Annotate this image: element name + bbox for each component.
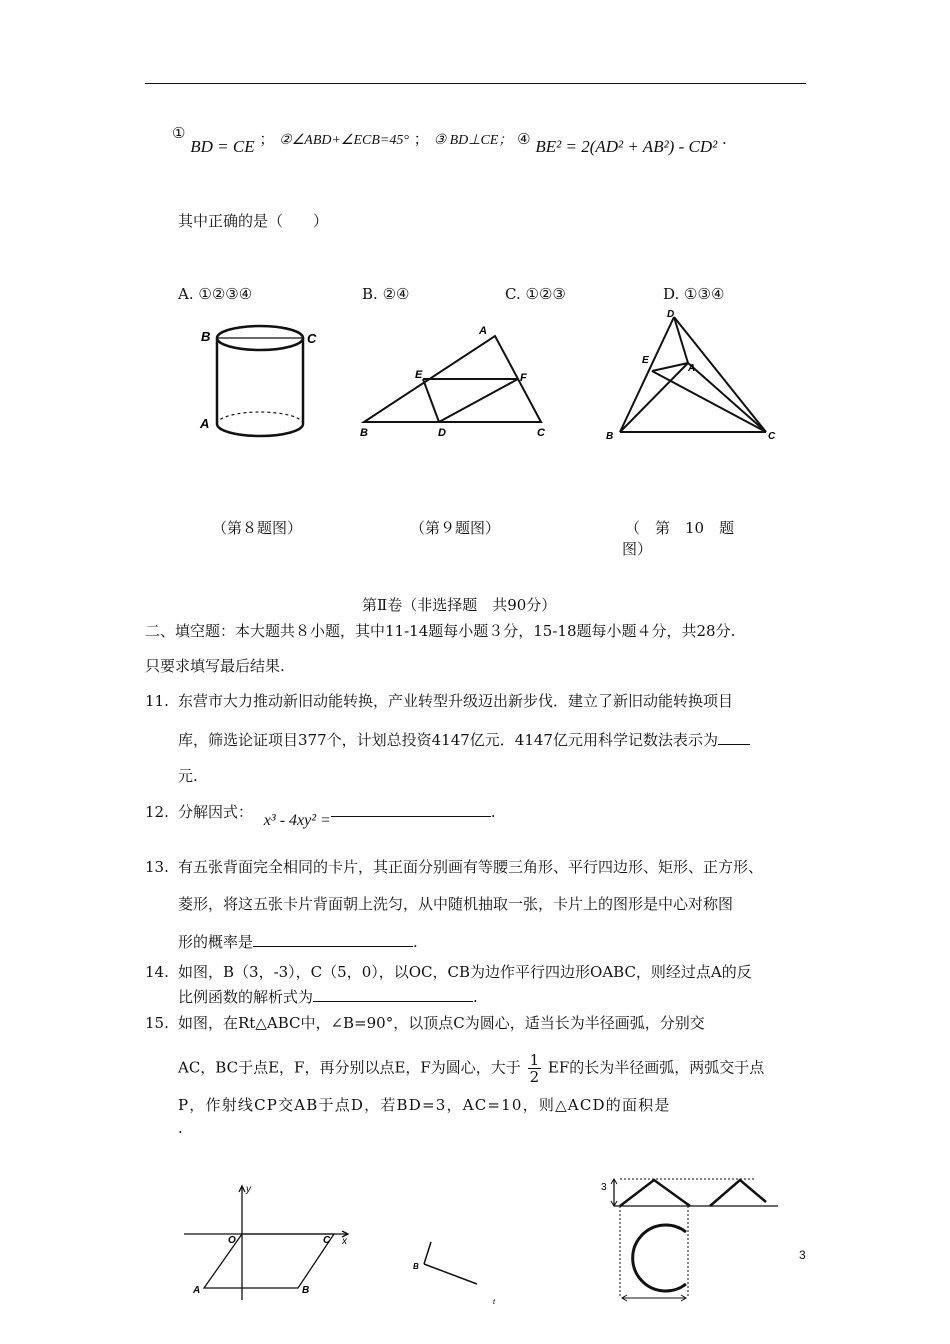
- header-rule: [145, 83, 806, 84]
- q13-line3-text: 形的概率是: [178, 933, 254, 951]
- fig9-label-c: C: [537, 427, 545, 439]
- q13-line3: [178, 931, 418, 953]
- stmt-end: .: [722, 130, 727, 148]
- q15-frac-den: 2: [529, 1068, 540, 1086]
- q13-num: 13.: [145, 858, 169, 876]
- fig9-label-b: B: [360, 427, 368, 439]
- q15-line2b: EF的长为半径画弧，两弧交于点: [547, 1058, 765, 1077]
- fig10-label-e: E: [642, 355, 649, 366]
- option-a-label: A.: [178, 285, 194, 303]
- q13-line2: 菱形，将这五张卡片背面朝上洗匀，从中随机抽取一张，卡片上的图形是中心对称图: [178, 895, 734, 913]
- option-c: [505, 283, 566, 305]
- q15-line2a: AC，BC于点E，F，再分别以点E，F为圆心，大于: [178, 1058, 521, 1077]
- sep1: ；: [259, 130, 275, 148]
- fig10-label-a: A: [688, 363, 696, 374]
- q14-line2: [178, 986, 478, 1008]
- option-a-value: ①②③④: [198, 285, 253, 303]
- q12-math: x³ - 4xy² =: [263, 812, 331, 829]
- axes-label-a: A: [193, 1285, 201, 1296]
- section2-intro-1: 二、填空题：本大题共８小题，其中11-14题每小题３分，15-18题每小题４分，共28分.: [145, 622, 736, 640]
- fig9-triangle: [355, 320, 555, 445]
- stmt4-math: BE² = 2(AD² + AB²) - CD²: [535, 137, 718, 156]
- q10-statements: [172, 124, 727, 156]
- stmt4-num: ④: [517, 130, 531, 148]
- q12-text: 分解因式：: [178, 803, 254, 821]
- q15-line4: .: [178, 1119, 183, 1137]
- fig10-figure: [600, 305, 785, 440]
- option-b: [362, 283, 409, 305]
- q11-line1: 东营市大力推动新旧动能转换，产业转型升级迈出新步伐．建立了新旧动能转换项目: [178, 692, 734, 710]
- fig9-label-e: E: [415, 369, 423, 381]
- q15-fraction: [528, 1052, 542, 1085]
- axes-label-c: C: [323, 1235, 331, 1246]
- fig2-label-b: B: [413, 1262, 419, 1271]
- axes-label-x: x: [342, 1236, 347, 1247]
- q13-end: .: [413, 933, 418, 951]
- stmt1-math: BD = CE: [190, 137, 255, 156]
- fig10-label-d: D: [667, 309, 675, 320]
- q11-num: 11.: [145, 692, 169, 710]
- option-a: [178, 283, 252, 305]
- option-d-value: ①③④: [684, 285, 725, 303]
- q15-line3: P，作射线CP交AB于点D，若BD=3，AC=10，则△ACD的面积是: [178, 1096, 671, 1114]
- option-b-value: ②④: [382, 285, 410, 303]
- q14-line2-text: 比例函数的解析式为: [178, 988, 314, 1006]
- stmt2: ②∠ABD+∠ECB=45°: [279, 133, 409, 148]
- fig9-caption: （第９题图）: [410, 519, 501, 537]
- q10-prompt: 其中正确的是（ ）: [178, 212, 329, 230]
- stmt3: ③ BD⊥CE；: [433, 133, 513, 148]
- fig8-cylinder: [195, 318, 325, 448]
- q13-answer-blank[interactable]: [253, 946, 413, 947]
- page-number: 3: [799, 1248, 806, 1262]
- option-c-value: ①②③: [525, 285, 566, 303]
- fig-q14-axes: [180, 1180, 360, 1305]
- fig10-label-c: C: [768, 431, 776, 440]
- fig8-label-c: C: [307, 331, 317, 346]
- q12-line: [178, 801, 496, 829]
- fig-q15-triangle: [405, 1238, 515, 1308]
- sep2: ；: [413, 130, 429, 148]
- option-b-label: B.: [362, 285, 378, 303]
- option-d-label: D.: [663, 285, 680, 303]
- q11-line2: [178, 729, 750, 751]
- fig8-caption: （第８题图）: [212, 519, 303, 537]
- q15-num: 15.: [145, 1014, 169, 1032]
- q11-answer-blank[interactable]: [718, 744, 750, 745]
- fig8-label-b: B: [201, 329, 211, 344]
- q15-line2: [178, 1052, 764, 1085]
- option-c-label: C.: [505, 285, 521, 303]
- q12-end: .: [490, 803, 496, 821]
- q14-answer-blank[interactable]: [313, 1001, 473, 1002]
- q14-end: .: [473, 988, 478, 1006]
- fig9-label-f: F: [520, 372, 527, 384]
- q11-line3: 元.: [178, 767, 198, 785]
- section2-title: 第Ⅱ卷（非选择题 共90分）: [362, 596, 557, 614]
- axes-label-b: B: [302, 1285, 310, 1296]
- fig10-caption-line1: （ 第 10 题: [625, 519, 735, 537]
- fig2-label-t: t: [493, 1299, 495, 1306]
- q14-line1: 如图，B（3，-3），C（5，0），以OC，CB为边作平行四边形OABC，则经过点A的反: [178, 963, 752, 981]
- section2-intro-2: 只要求填写最后结果.: [145, 657, 285, 675]
- stmt1-num: ①: [172, 124, 186, 142]
- q12-answer-blank[interactable]: [331, 816, 491, 817]
- axes-label-y: y: [246, 1184, 251, 1195]
- q11-line2-text: 库，筛选论证项目377个，计划总投资4147亿元．4147亿元用科学记数法表示为: [178, 731, 718, 749]
- option-d: [663, 283, 724, 305]
- fig-pattern: [596, 1172, 786, 1307]
- q13-line1: 有五张背面完全相同的卡片，其正面分别画有等腰三角形、平行四边形、矩形、正方形、: [178, 858, 764, 876]
- fig8-label-a: A: [200, 416, 210, 431]
- q14-num: 14.: [145, 963, 169, 981]
- q12-num: 12.: [145, 803, 169, 821]
- q15-frac-num: 1: [529, 1051, 540, 1069]
- fig10-caption-line2: 图）: [622, 540, 653, 558]
- fig3-label-3: 3: [601, 1182, 607, 1193]
- axes-label-o: O: [228, 1235, 236, 1246]
- fig9-label-a: A: [479, 325, 487, 337]
- fig9-label-d: D: [438, 427, 446, 439]
- q15-line1: 如图，在Rt△ABC中，∠B=90°，以顶点C为圆心，适当长为半径画弧，分别交: [178, 1014, 705, 1032]
- fig10-label-b: B: [606, 431, 614, 440]
